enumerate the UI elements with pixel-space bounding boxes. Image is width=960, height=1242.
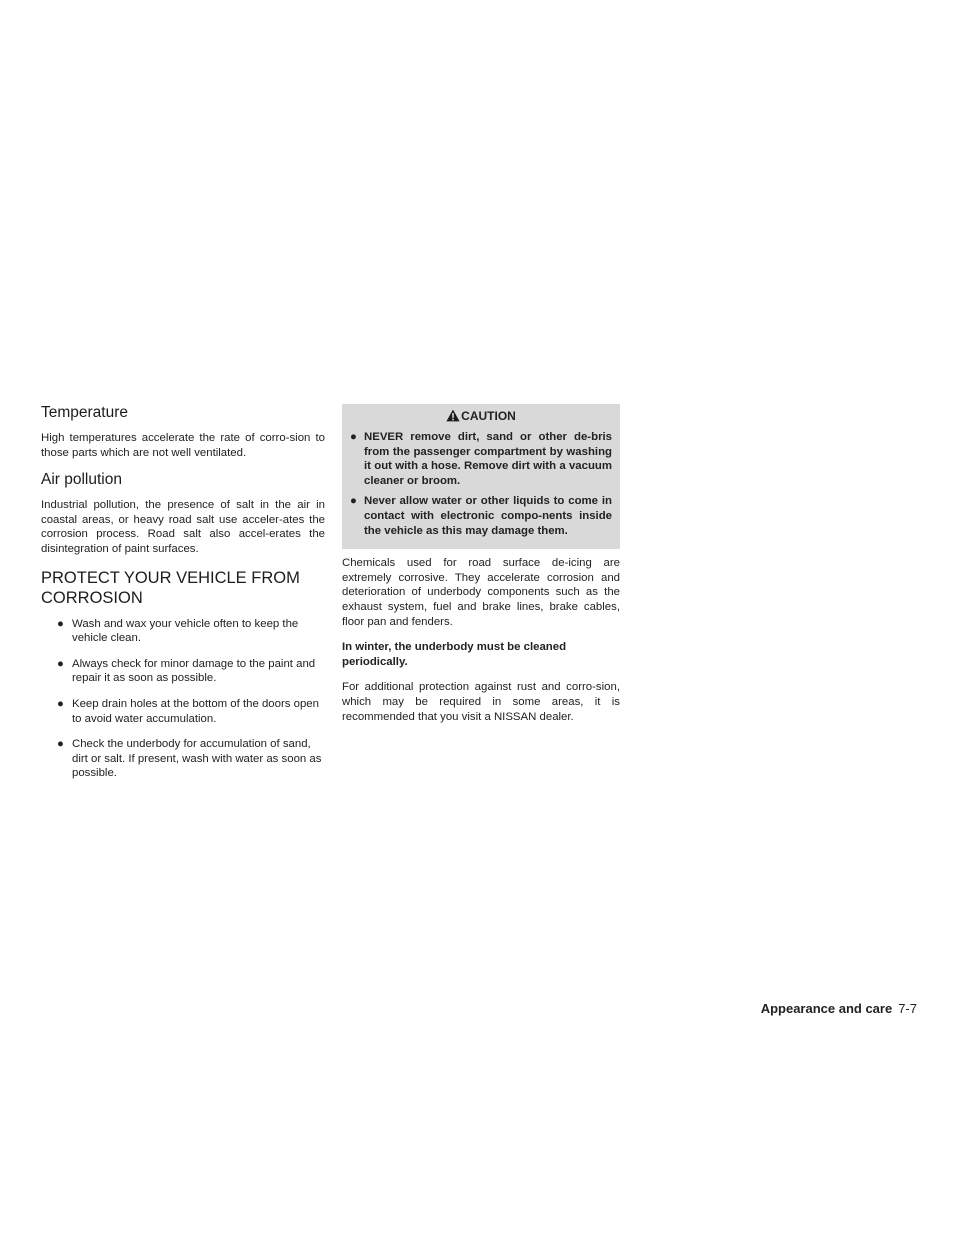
page-footer — [761, 1001, 917, 1016]
protect-heading — [41, 568, 325, 608]
list-item — [41, 657, 325, 686]
caution-header — [350, 407, 612, 425]
temperature-paragraph: High temperatures accelerate the rate of corro-sion to those parts which are not well ventilated. — [41, 432, 325, 459]
list-item — [350, 494, 612, 538]
list-item — [350, 430, 612, 488]
warning-triangle-icon — [446, 409, 460, 422]
list-item — [41, 697, 325, 726]
caution-box — [342, 404, 620, 549]
list-item-text: Check the underbody for accumulation of sand, dirt or salt. If present, wash with water as soon as possible. — [72, 738, 322, 780]
left-column — [41, 404, 325, 792]
protect-heading-line1: PROTECT YOUR VEHICLE FROM — [41, 568, 300, 587]
bullet-icon: ● — [57, 697, 64, 710]
list-item-text: Never allow water or other liquids to come in contact with electronic compo-nents inside the vehicle as this may damage them. — [364, 495, 612, 537]
bullet-icon: ● — [57, 657, 64, 670]
caution-list — [350, 430, 612, 538]
protect-heading-line2: CORROSION — [41, 588, 143, 607]
right-column — [342, 404, 620, 735]
footer-section-title: Appearance and care — [760, 1001, 893, 1016]
bullet-icon: ● — [350, 495, 357, 508]
list-item-text: Always check for minor damage to the paint and repair it as soon as possible. — [72, 657, 316, 685]
additional-protection-paragraph: For additional protection against rust and corro-sion, which may be required in some areas, it is recommended that you visit a NISSAN dealer. — [342, 681, 620, 723]
winter-paragraph: In winter, the underbody must be cleaned periodically. — [342, 641, 567, 668]
list-item — [41, 737, 325, 781]
temperature-heading: Temperature — [41, 404, 129, 421]
air-pollution-heading: Air pollution — [41, 471, 122, 489]
page-number: 7-7 — [898, 1001, 917, 1016]
bullet-icon: ● — [57, 617, 64, 630]
caution-title: CAUTION — [461, 409, 516, 423]
list-item-text: NEVER remove dirt, sand or other de-bris from the passenger compartment by washing it out with a hose. Remove dirt with a vacuum cleaner or broom. — [364, 431, 612, 487]
list-item-text: Keep drain holes at the bottom of the doors open to avoid water accumulation. — [72, 697, 319, 725]
air-pollution-paragraph: Industrial pollution, the presence of salt in the air in coastal areas, or heavy road salt use acceler-ates the corrosion process. Road salt also accel-erates the disintegration of paint surfaces. — [41, 499, 325, 555]
bullet-icon: ● — [350, 431, 357, 443]
chemicals-paragraph: Chemicals used for road surface de-icing are extremely corrosive. They accelerate corrosion and deterioration of underbody components such as the exhaust system, fuel and brake lines, brake cables, floor pan and fenders. — [342, 557, 620, 628]
protect-list — [41, 617, 325, 781]
list-item — [41, 617, 325, 646]
list-item-text: Wash and wax your vehicle often to keep the vehicle clean. — [72, 617, 299, 645]
bullet-icon: ● — [57, 738, 64, 751]
